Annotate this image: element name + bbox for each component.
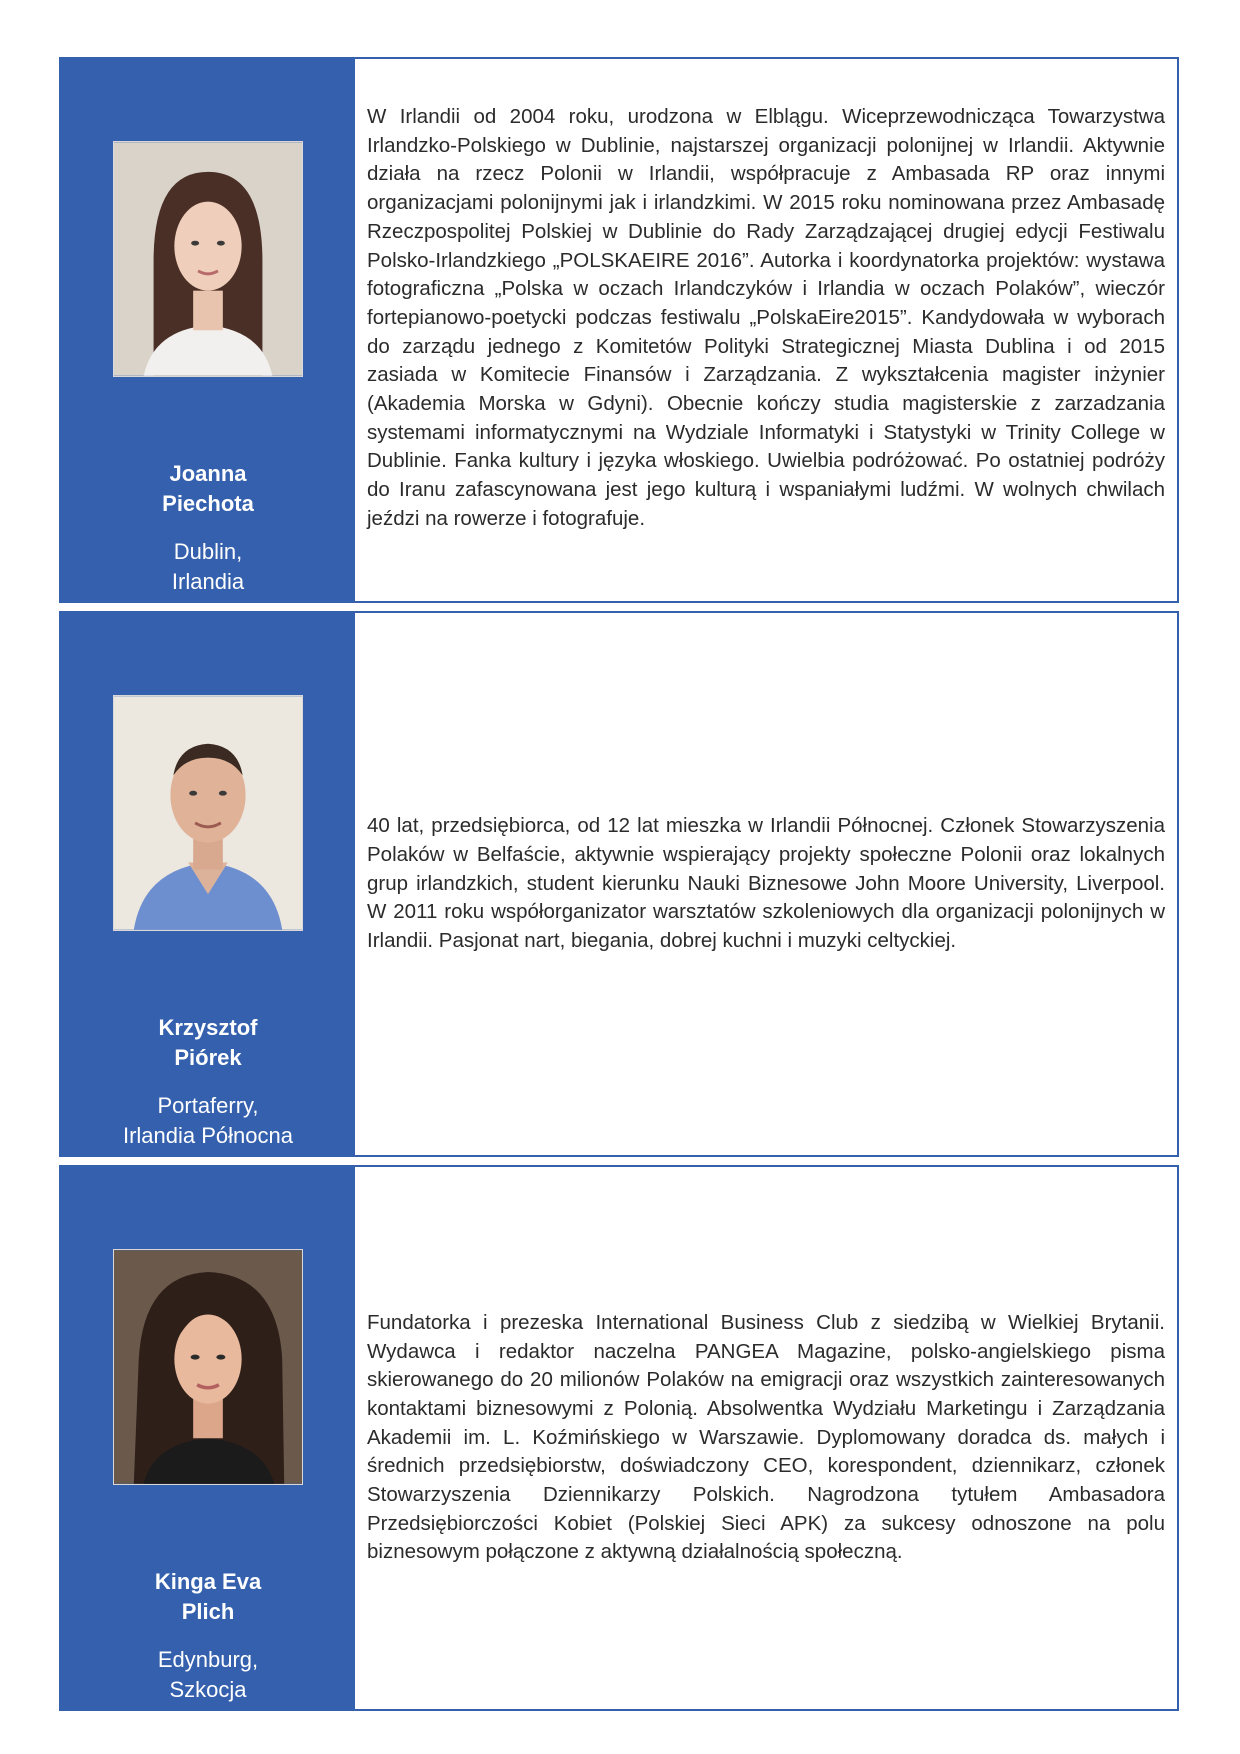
profile-bio-container	[355, 613, 1177, 1155]
woman-portrait-icon	[114, 1250, 302, 1484]
profile-bio: Fundatorka i prezeska International Business Club z siedzibą w Wielkiej Brytanii. Wydawca i redaktor naczelna PANGEA Magazine, polsko-angielskiego pisma skierowanego do 20 milionów Polaków na emigracji oraz wszystkich zainteresowanych kontaktami biznesowymi z Polonią. Absolwentka Wydziału Marketingu i Zarządzania Akademii im. L. Koźmińskiego w Warszawie. Dyplomowany doradca ds. małych i średnich przedsiębiorstw, doświadczony CEO, korespondent, dziennikarz, członek Stowarzyszenia Dziennikarzy Polskich. Nagrodzona tytułem Ambasadora Przedsiębiorczości Kobiet (Polskiej Sieci APK) za sukcesy odnoszone na polu biznesowym połączone z aktywną działalnością społeczną.	[367, 1310, 1165, 1564]
first-name: Joanna	[169, 461, 247, 486]
first-name: Krzysztof	[158, 1015, 258, 1040]
woman-portrait-icon	[114, 142, 302, 376]
profile-photo	[113, 141, 303, 377]
last-name: Piechota	[162, 491, 254, 516]
location-country: Szkocja	[169, 1677, 247, 1702]
location-city: Edynburg,	[157, 1647, 259, 1672]
profile-location	[61, 1091, 355, 1151]
location-city: Portaferry,	[157, 1093, 259, 1118]
profile-sidebar	[61, 59, 355, 601]
profile-photo	[113, 1249, 303, 1485]
profile-location	[61, 537, 355, 597]
profile-location	[61, 1645, 355, 1705]
profile-sidebar	[61, 613, 355, 1155]
profile-name	[61, 1567, 355, 1627]
location-country: Irlandia	[171, 569, 245, 594]
profile-bio: W Irlandii od 2004 roku, urodzona w Elblągu. Wiceprzewodnicząca Towarzystwa Irlandzko-Polskiego w Dublinie, najstarszej organizacji polonijnej w Irlandii. Aktywnie działa na rzecz Polonii w Irlandii, współpracuje z Ambasada RP oraz innymi organizacjami polonijnymi jak i irlandzkimi. W 2015 roku nominowana przez Ambasadę Rzeczpospolitej Polskiej w Dublinie do Rady Zarządzającej drugiej edycji Festiwalu Polsko-Irlandzkiego „POLSKAEIRE 2016”. Autorka i koordynatorka projektów: wystawa fotograficzna „Polska w oczach Irlandczyków i Irlandia w oczach Polaków”, wieczór fortepianowo-poetycki podczas festiwalu „PolskaEire2015”. Kandydowała w wyborach do zarządu jednego z Komitetów Polityki Strategicznej Miasta Dublina i od 2015 zasiada w Komitecie Finansów i Zarządzania. Z wykształcenia magister inżynier (Akademia Morska w Gdyni). Obecnie kończy studia magisterskie z zarzadzania systemami informatycznymi na Wydziale Informatyki i Statystyki w Trinity College w Dublinie. Fanka kultury i języka włoskiego. Uwielbia podróżować. Po ostatniej podróży do Iranu zafascynowana jest jego kulturą i wspaniałymi ludźmi. W wolnych chwilach jeździ na rowerze i fotografuje.	[367, 105, 1165, 530]
first-name: Kinga Eva	[154, 1569, 262, 1594]
profile-name	[61, 459, 355, 519]
profile-bio: 40 lat, przedsiębiorca, od 12 lat mieszka w Irlandii Północnej. Członek Stowarzyszenia Polaków w Belfaście, aktywnie wspierający projekty społeczne Polonii oraz lokalnych grup irlandzkich, student kierunku Nauki Biznesowe John Moore University, Liverpool. W 2011 roku współorganizator warsztatów szkoleniowych dla organizacji polonijnych w Irlandii. Pasjonat nart, biegania, dobrej kuchni i muzyki celtyckiej.	[367, 814, 1165, 953]
profile-card	[59, 1165, 1179, 1711]
location-city: Dublin,	[173, 539, 243, 564]
profile-sidebar	[61, 1167, 355, 1709]
man-portrait-icon	[114, 696, 302, 930]
profile-card	[59, 57, 1179, 603]
profile-bio-container	[355, 59, 1177, 601]
last-name: Piórek	[174, 1045, 242, 1070]
profile-card	[59, 611, 1179, 1157]
profile-name	[61, 1013, 355, 1073]
profile-photo	[113, 695, 303, 931]
profile-bio-container	[355, 1167, 1177, 1709]
last-name: Plich	[181, 1599, 235, 1624]
location-country: Irlandia Północna	[122, 1123, 293, 1148]
